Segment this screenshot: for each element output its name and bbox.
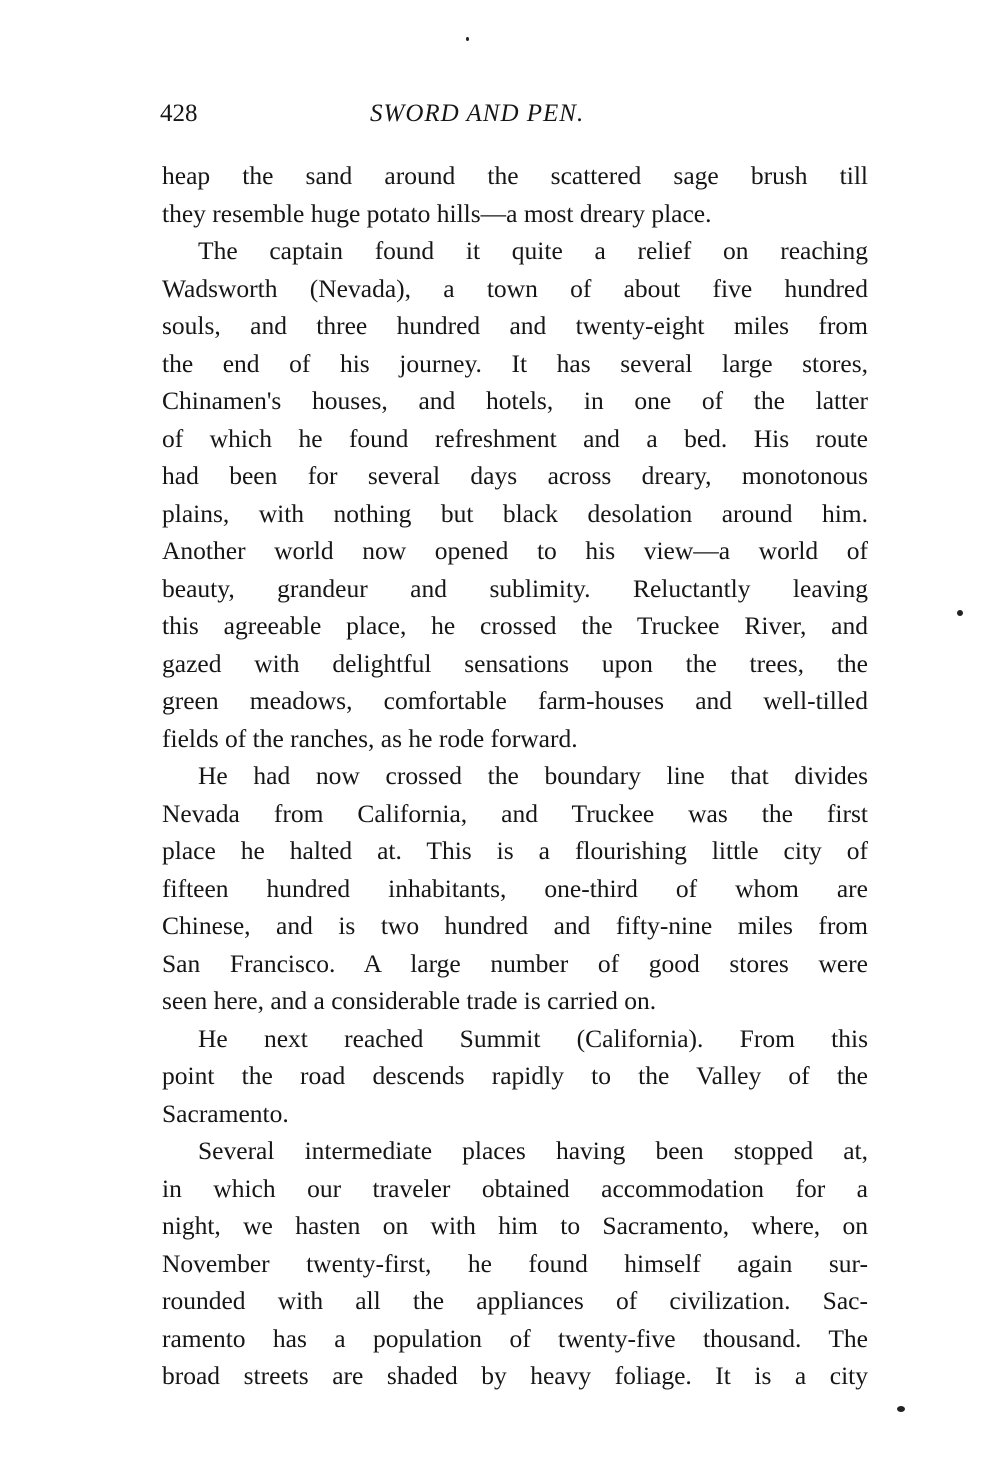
text-line: Wadsworth (Nevada), a town of about five hundred	[162, 273, 868, 303]
running-title: SWORD AND PEN.	[370, 100, 585, 127]
text-line: ramento has a population of twenty-five thousand. The	[162, 1323, 868, 1353]
text-line: Sacramento.	[162, 1098, 289, 1128]
text-line: green meadows, comfortable farm-houses and well-tilled	[162, 686, 868, 715]
text-line: gazed with delightful sensations upon the trees, the	[162, 648, 868, 678]
text-line: this agreeable place, he crossed the Truckee River, and	[162, 611, 868, 640]
text-line: seen here, and a considerable trade is carried on.	[162, 986, 657, 1015]
text-line: plains, with nothing but black desolation around him.	[162, 498, 868, 528]
text-line: night, we hasten on with him to Sacramento, where, on	[162, 1211, 868, 1240]
text-line: The captain found it quite a relief on reaching	[198, 236, 868, 265]
text-line: place he halted at. This is a flourishing little city of	[162, 836, 868, 865]
text-line: in which our traveler obtained accommodation for a	[162, 1173, 868, 1203]
scan-speck	[466, 37, 469, 41]
text-line: fields of the ranches, as he rode forward.	[162, 723, 578, 753]
text-line: souls, and three hundred and twenty-eight miles from	[162, 311, 868, 340]
text-line: the end of his journey. It has several large stores,	[162, 348, 868, 378]
text-line: He next reached Summit (California). From this	[198, 1023, 868, 1053]
text-line: rounded with all the appliances of civilization. Sac-	[162, 1286, 868, 1315]
text-line: of which he found refreshment and a bed. His route	[162, 423, 868, 453]
text-line: He had now crossed the boundary line that divides	[198, 761, 868, 790]
text-line: Chinese, and is two hundred and fifty-nine miles from	[162, 911, 868, 940]
page-number: 428	[160, 100, 198, 127]
text-line: San Francisco. A large number of good stores were	[162, 948, 868, 978]
text-line: had been for several days across dreary, monotonous	[162, 461, 868, 490]
scan-speck	[957, 610, 963, 616]
body-text	[162, 157, 868, 1395]
text-line: Several intermediate places having been stopped at,	[198, 1136, 868, 1165]
text-line: November twenty-first, he found himself again sur-	[162, 1248, 868, 1278]
text-line: Another world now opened to his view—a world of	[162, 536, 868, 565]
text-line: broad streets are shaded by heavy foliage. It is a city	[162, 1361, 868, 1390]
text-line: Nevada from California, and Truckee was the first	[162, 798, 868, 828]
scan-speck	[897, 1406, 905, 1412]
text-line: heap the sand around the scattered sage brush till	[162, 161, 868, 190]
text-line: beauty, grandeur and sublimity. Reluctantly leaving	[162, 573, 868, 603]
text-line: fifteen hundred inhabitants, one-third of whom are	[162, 873, 868, 903]
text-line: Chinamen's houses, and hotels, in one of the latter	[162, 386, 868, 415]
text-line: they resemble huge potato hills—a most dreary place.	[162, 198, 712, 228]
text-line: point the road descends rapidly to the Valley of the	[162, 1061, 868, 1090]
